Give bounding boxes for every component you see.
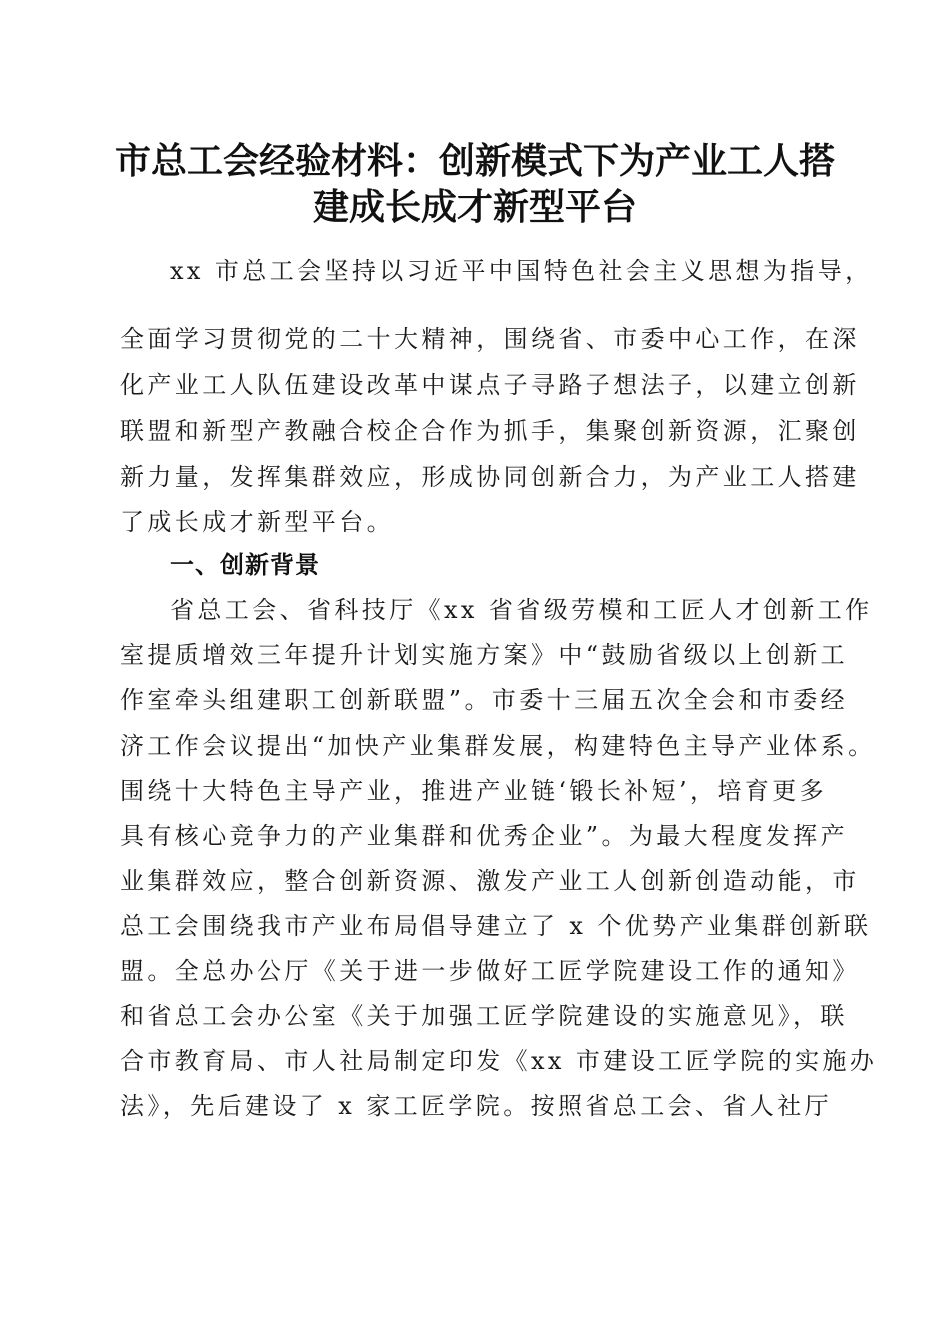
paragraph-line: xx 市总工会坚持以习近平中国特色社会主义思想为指导，	[170, 257, 873, 285]
paragraph-line: 了成长成才新型平台。	[120, 508, 394, 536]
paragraph-line: 总工会围绕我市产业布局倡导建立了 x 个优势产业集群创新联	[120, 912, 872, 940]
paragraph-line: 业集群效应，整合创新资源、激发产业工人创新创造动能，市	[120, 867, 860, 895]
paragraph-line: 合市教育局、市人社局制定印发《xx 市建设工匠学院的实施办	[120, 1047, 878, 1075]
section-heading: 一、创新背景	[170, 551, 320, 579]
paragraph-line: 具有核心竞争力的产业集群和优秀企业”。为最大程度发挥产	[120, 822, 849, 850]
title-line: 建成长成才新型平台	[312, 186, 637, 228]
title-line: 市总工会经验材料：创新模式下为产业工人搭	[114, 140, 835, 182]
paragraph-line: 联盟和新型产教融合校企合作为抓手，集聚创新资源，汇聚创	[120, 417, 860, 445]
paragraph-line: 作室牵头组建职工创新联盟”。市委十三届五次全会和市委经	[120, 686, 849, 714]
document-title	[100, 138, 850, 230]
paragraph-line: 和省总工会办公室《关于加强工匠学院建设的实施意见》，联	[120, 1002, 848, 1030]
paragraph-line: 围绕十大特色主导产业，推进产业链‘锻长补短’，培育更多	[120, 777, 828, 805]
paragraph-line: 新力量，发挥集群效应，形成协同创新合力，为产业工人搭建	[120, 463, 860, 491]
paragraph-line: 济工作会议提出“加快产业集群发展，构建特色主导产业体系。	[120, 732, 876, 760]
paragraph-line: 省总工会、省科技厅《xx 省省级劳模和工匠人才创新工作	[170, 596, 873, 624]
paragraph-line: 化产业工人队伍建设改革中谋点子寻路子想法子，以建立创新	[120, 371, 860, 399]
paragraph-line: 全面学习贯彻党的二十大精神，围绕省、市委中心工作，在深	[120, 325, 860, 353]
paragraph-line: 盟。全总办公厅《关于进一步做好工匠学院建设工作的通知》	[120, 957, 860, 985]
paragraph-line: 法》，先后建设了 x 家工匠学院。按照省总工会、省人社厅	[120, 1092, 832, 1120]
paragraph-line: 室提质增效三年提升计划实施方案》中“鼓励省级以上创新工	[120, 641, 849, 669]
